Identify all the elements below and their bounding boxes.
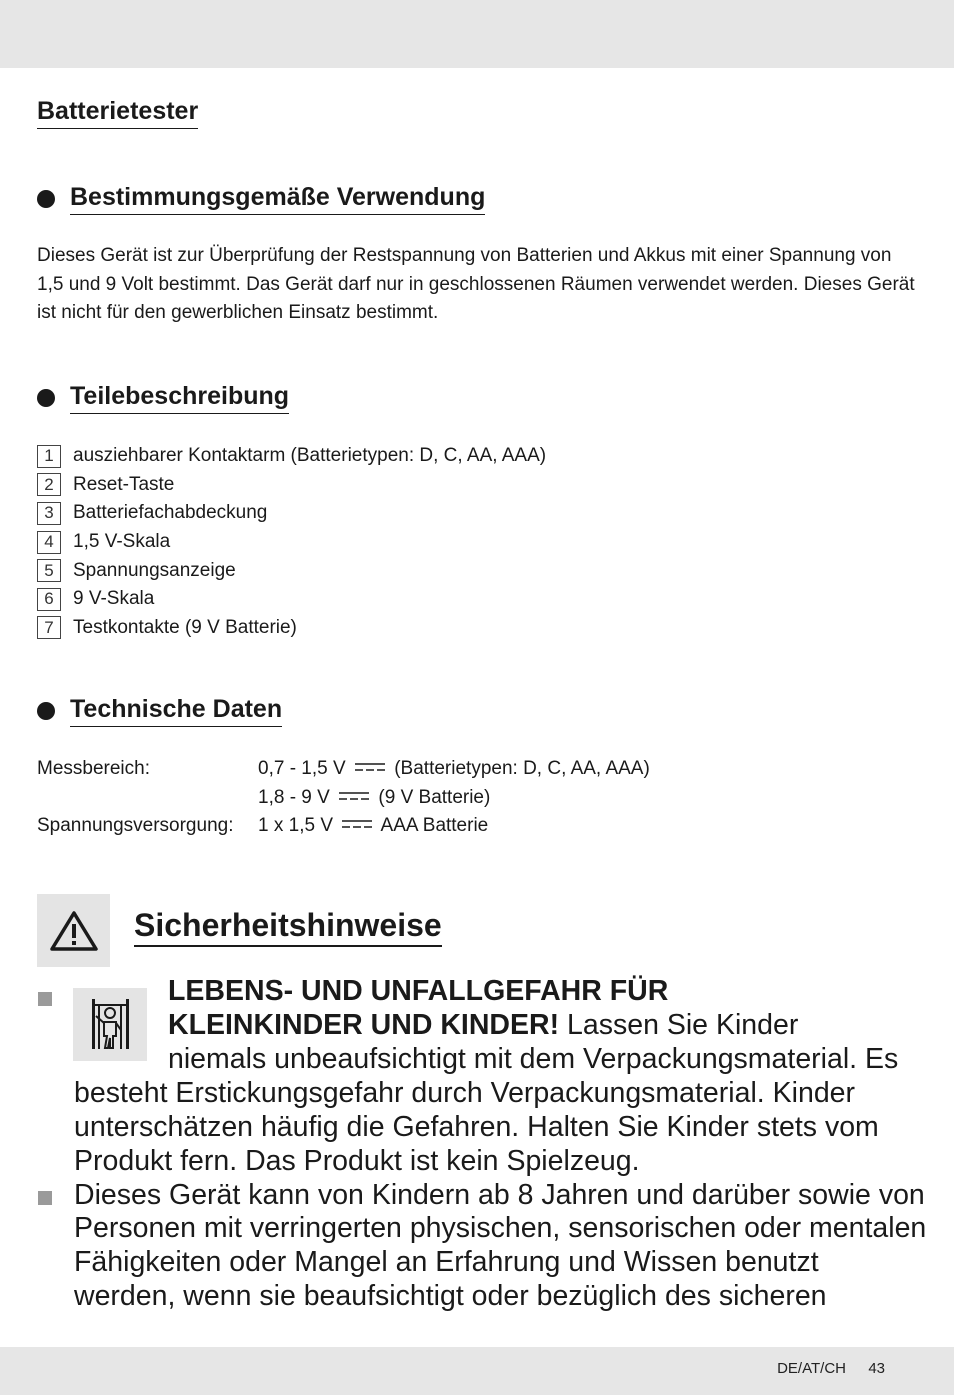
tech-value bbox=[258, 758, 650, 780]
part-number: 7 bbox=[37, 616, 61, 639]
warning1-bold-2: KLEINKINDER UND KINDER! bbox=[168, 1009, 560, 1041]
part-label: 9 V-Skala bbox=[73, 588, 155, 610]
list-item bbox=[37, 585, 546, 614]
warning2-line4: werden, wenn sie beaufsichtigt oder bezüglich des sicheren bbox=[74, 1280, 827, 1312]
part-number: 5 bbox=[37, 559, 61, 582]
page-title: Batterietester bbox=[37, 96, 198, 129]
header-band bbox=[0, 0, 954, 68]
bullet-dot bbox=[37, 190, 55, 208]
part-number: 4 bbox=[37, 531, 61, 554]
list-item bbox=[37, 471, 546, 500]
dc-symbol-icon bbox=[342, 819, 372, 829]
page-number: 43 bbox=[868, 1360, 885, 1377]
tech-data-table bbox=[37, 755, 650, 841]
part-label: Reset-Taste bbox=[73, 473, 175, 495]
tech-value bbox=[258, 787, 490, 809]
parts-list bbox=[37, 442, 546, 642]
warning2-line3: Fähigkeiten oder Mangel an Erfahrung und Wissen benutzt bbox=[74, 1246, 819, 1278]
section-use-heading bbox=[37, 182, 485, 215]
warning-triangle-icon bbox=[49, 910, 99, 952]
warning2-line1: Dieses Gerät kann von Kindern ab 8 Jahren und darüber sowie von bbox=[74, 1179, 925, 1211]
tech-key: Messbereich: bbox=[37, 758, 150, 780]
section-parts-title: Teilebeschreibung bbox=[70, 381, 289, 414]
section-tech-heading bbox=[37, 694, 282, 727]
list-item bbox=[37, 556, 546, 585]
list-item bbox=[37, 528, 546, 557]
list-item bbox=[37, 614, 546, 643]
dc-symbol-icon bbox=[339, 791, 369, 801]
part-label: Batteriefachabdeckung bbox=[73, 502, 268, 524]
tech-value-range: 0,7 - 1,5 V bbox=[258, 758, 346, 780]
bullet-dot bbox=[37, 389, 55, 407]
section-parts-heading bbox=[37, 381, 289, 414]
warning-triangle-box bbox=[37, 894, 110, 967]
tech-row bbox=[37, 784, 650, 813]
tech-value-note: (Batterietypen: D, C, AA, AAA) bbox=[394, 758, 650, 780]
tech-value-note: AAA Batterie bbox=[380, 815, 489, 837]
tech-value-range: 1,8 - 9 V bbox=[258, 786, 330, 808]
bullet-dot bbox=[37, 702, 55, 720]
warning2-line2: Personen mit verringerten physischen, sensorischen oder mentalen bbox=[74, 1212, 927, 1244]
part-number: 2 bbox=[37, 473, 61, 496]
warning1-rest: Lassen Sie Kinder bbox=[559, 1009, 799, 1041]
part-label: ausziehbarer Kontaktarm (Batterietypen: D, C, AA, AAA) bbox=[73, 445, 547, 467]
child-warning-icon bbox=[88, 996, 132, 1054]
tech-value-note: (9 V Batterie) bbox=[378, 786, 491, 808]
section-tech-title: Technische Daten bbox=[70, 694, 282, 727]
part-label: 1,5 V-Skala bbox=[73, 531, 171, 553]
part-label: Testkontakte (9 V Batterie) bbox=[73, 616, 297, 638]
warning1-line4: besteht Erstickungsgefahr durch Verpackungsmaterial. Kinder bbox=[74, 1077, 856, 1109]
tech-value bbox=[258, 815, 488, 837]
warning1-line3: niemals unbeaufsichtigt mit dem Verpackungsmaterial. Es bbox=[168, 1043, 899, 1075]
tech-row bbox=[37, 755, 650, 784]
warning1-line5: unterschätzen häufig die Gefahren. Halten Sie Kinder stets vom bbox=[74, 1111, 879, 1143]
footer-locale: DE/AT/CH bbox=[777, 1360, 846, 1377]
part-number: 3 bbox=[37, 502, 61, 525]
part-label: Spannungsanzeige bbox=[73, 559, 236, 581]
warning1-line1 bbox=[168, 975, 668, 1009]
part-number: 1 bbox=[37, 445, 61, 468]
list-item bbox=[37, 499, 546, 528]
warning1-bold-1: LEBENS- UND UNFALLGEFAHR FÜR bbox=[168, 975, 669, 1007]
section-use-title: Bestimmungsgemäße Verwendung bbox=[70, 182, 485, 215]
list-item bbox=[37, 442, 546, 471]
tech-key: Spannungsversorgung: bbox=[37, 815, 234, 837]
warning1-line2 bbox=[168, 1009, 798, 1043]
dc-symbol-icon bbox=[355, 762, 385, 772]
use-paragraph: Dieses Gerät ist zur Überprüfung der Restspannung von Batterien und Akkus mit einer Spannung von 1,5 und 9 Volt bestimmt. Das Gerät darf nur in geschlossenen Räumen verwendet werden. Dieses Gerät ist nicht für den gewerblichen Einsatz bestimmt. bbox=[37, 245, 915, 323]
square-bullet-icon bbox=[38, 1191, 52, 1205]
part-number: 6 bbox=[37, 588, 61, 611]
safety-title: Sicherheitshinweise bbox=[134, 906, 442, 947]
tech-value-range: 1 x 1,5 V bbox=[258, 815, 333, 837]
square-bullet-icon bbox=[38, 992, 52, 1006]
child-warning-box bbox=[73, 988, 147, 1061]
warning1-line6: Produkt fern. Das Produkt ist kein Spielzeug. bbox=[74, 1145, 640, 1177]
tech-row bbox=[37, 812, 650, 841]
